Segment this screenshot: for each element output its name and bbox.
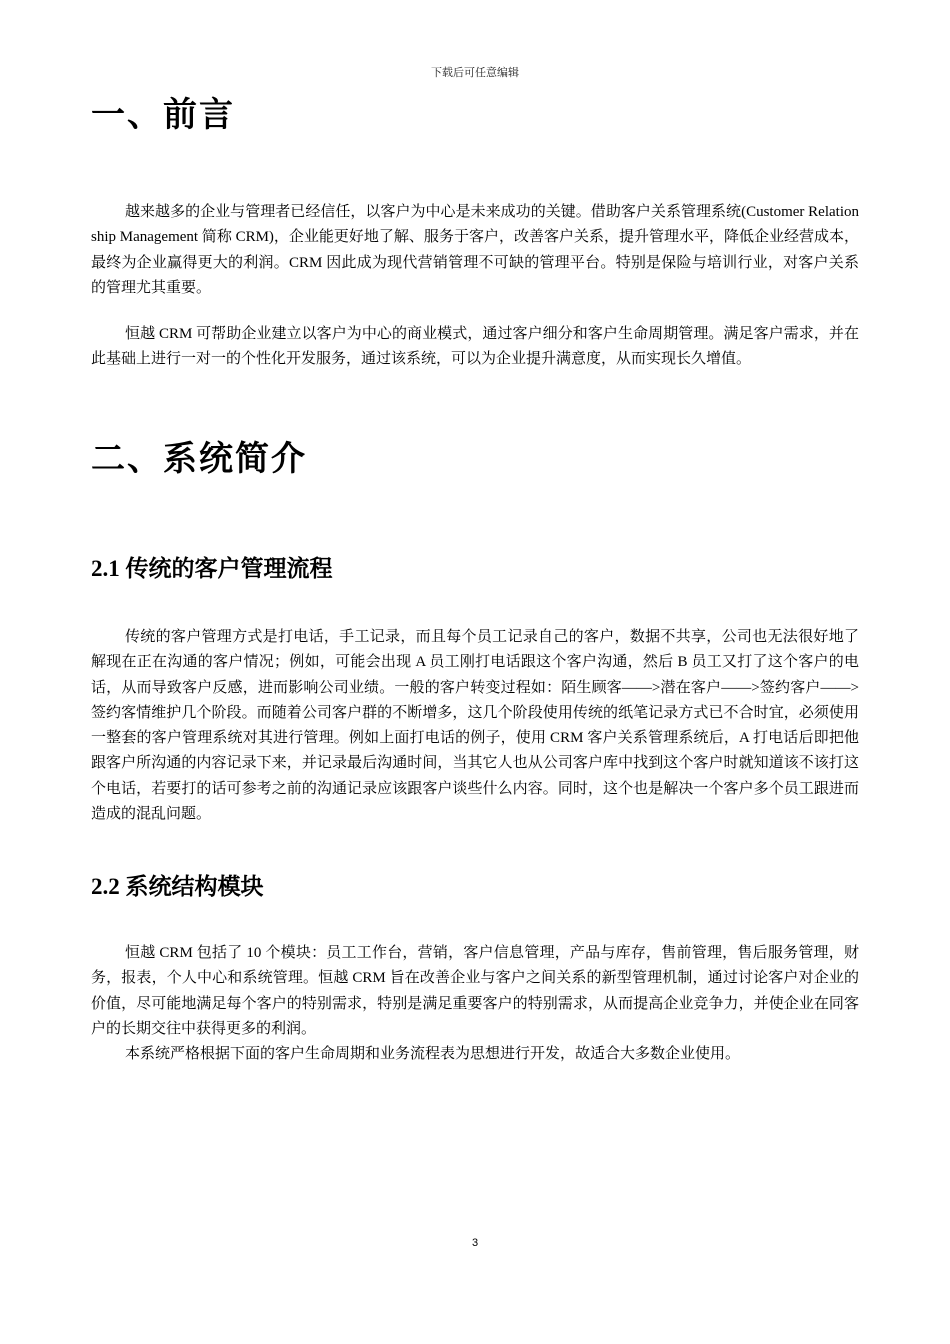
section-heading-preface: 一、前言 xyxy=(91,97,235,134)
subsection-2-2-paragraph-1: 恒越 CRM 包括了 10 个模块：员工工作台，营销，客户信息管理，产品与库存，售前管理，售后服务管理，财务，报表，个人中心和系统管理。恒越 CRM 旨在改善企业与客户之间关系的新型管理机制，通过讨论客户对企业的价值，尽可能地满足每个客户的特别需求，特别是满足重要客户的特别需求，从而提高企业竞争力，并使企业在同客户的长期交往中获得更多的利润。 xyxy=(91,945,859,1037)
section-heading-system-intro: 二、系统简介 xyxy=(91,441,307,478)
subsection-heading-2-1: 2.1 传统的客户管理流程 xyxy=(91,556,333,581)
preface-paragraph-1: 越来越多的企业与管理者已经信任，以客户为中心是未来成功的关键。借助客户关系管理系统(Customer Relationship Management 简称 CRM)，企业能更好地了解、服务于客户，改善客户关系，提升管理水平，降低企业经营成本，最终为企业赢得更大的利润。CRM 因此成为现代营销管理不可缺的管理平台。特别是保险与培训行业，对客户关系的管理尤其重要。 xyxy=(91,204,859,296)
subsection-2-2-paragraph-2: 本系统严格根据下面的客户生命周期和业务流程表为思想进行开发，故适合大多数企业使用。 xyxy=(125,1046,741,1062)
preface-paragraph-2: 恒越 CRM 可帮助企业建立以客户为中心的商业模式，通过客户细分和客户生命周期管理。满足客户需求，并在此基础上进行一对一的个性化开发服务，通过该系统，可以为企业提升满意度，从而实现长久增值。 xyxy=(91,326,859,368)
subsection-2-1-paragraph: 传统的客户管理方式是打电话，手工记录，而且每个员工记录自己的客户，数据不共享，公司也无法很好地了解现在正在沟通的客户情况；例如，可能会出现 A 员工刚打电话跟这个客户沟通，然后 B 员工又打了这个客户的电话，从而导致客户反感，进而影响公司业绩。一般的客户转变过程如：陌生顾客——>潜在客户——>签约客户——>签约客情维护几个阶段。而随着公司客户群的不断增多，这几个阶段使用传统的纸笔记录方式已不合时宜，必须使用一整套的客户管理系统对其进行管理。例如上面打电话的例子，使用 CRM 客户关系管理系统后，A 打电话后即把他跟客户所沟通的内容记录下来，并记录最后沟通时间，当其它人也从公司客户库中找到这个客户时就知道该不该打这个电话，若要打的话可参考之前的沟通记录应该跟客户谈些什么内容。同时，这个也是解决一个客户多个员工跟进而造成的混乱问题。 xyxy=(91,629,859,823)
page-number: 3 xyxy=(471,1237,479,1249)
page-header: 下载后可任意编辑 xyxy=(431,67,519,79)
subsection-heading-2-2: 2.2 系统结构模块 xyxy=(91,874,264,899)
